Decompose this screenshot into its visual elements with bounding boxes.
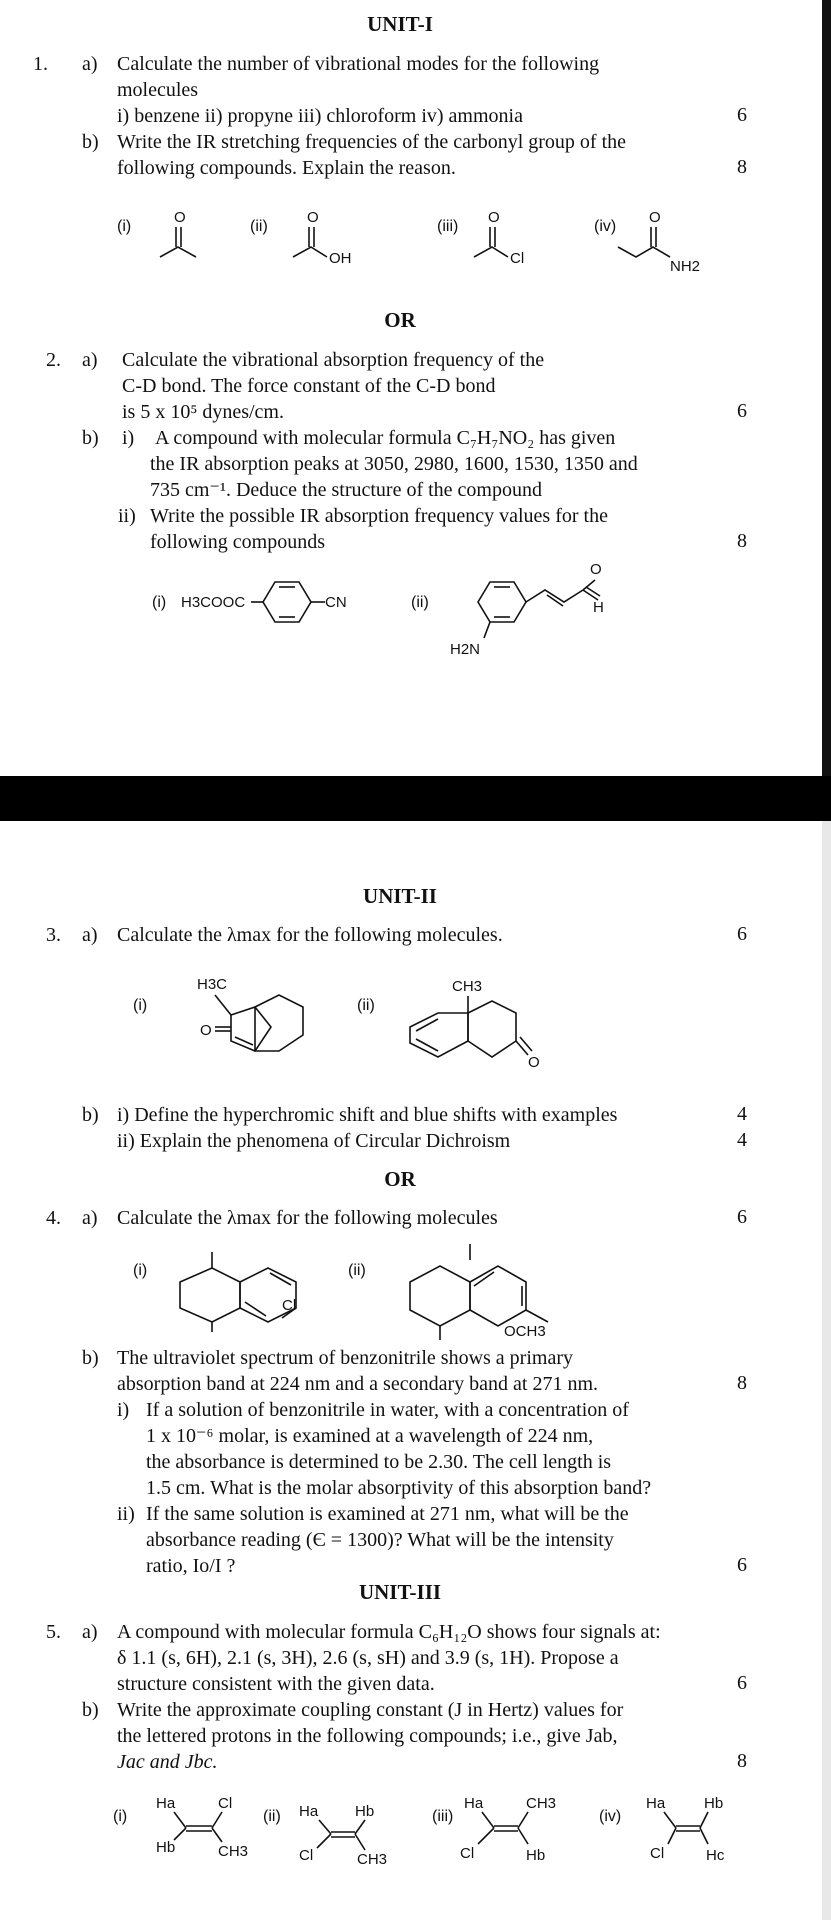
alkene-i-structure [150,1792,260,1862]
q1a-line3: i) benzene ii) propyne iii) chloroform iv) ammonia [117,105,523,127]
atom-cl: Cl [650,1845,665,1862]
unit-2-title: UNIT-II [363,884,437,908]
q2a-label: a) [82,349,98,371]
q4b-line2: absorption band at 224 nm and a secondary band at 271 nm. [117,1373,598,1395]
q2a-line1: Calculate the vibrational absorption frequency of the [122,349,545,371]
q5a-marks: 6 [737,1672,747,1694]
q4a-item-i: (i) [133,1262,148,1279]
atom-cl: Cl [460,1845,475,1862]
q2a-line3: is 5 x 10⁵ dynes/cm. [122,401,284,423]
atom-och3-label: OCH3 [504,1323,546,1340]
q1b-item-iv: (iv) [594,218,617,235]
q5a-line3: structure consistent with the given data. [117,1673,435,1695]
q2b-item-i: (i) [152,594,167,611]
atom-h3c: H3C [197,976,228,993]
q3a-item-i: (i) [133,997,148,1014]
atom-h: H [593,599,604,616]
atom-ch3: CH3 [218,1843,249,1860]
q2b-item-ii: (ii) [411,594,429,611]
q1b-item-iii: (iii) [437,218,459,235]
atom-hb: Hb [526,1847,546,1864]
atom-o: O [649,209,661,226]
q2-number: 2. [46,349,61,371]
q3b-ii-marks: 4 [737,1129,747,1151]
q1-number: 1. [33,53,48,75]
q2b-i-line3: 735 cm⁻¹. Deduce the structure of the compound [150,479,542,501]
q1b-label: b) [82,131,99,153]
page-separator-bar [0,776,831,821]
q5a-line2: δ 1.1 (s, 6H), 2.1 (s, 3H), 2.6 (s, sH) and 3.9 (s, 1H). Propose a [117,1647,619,1669]
q5b-label: b) [82,1699,99,1721]
q2b-i-line1: A compound with molecular formula C₇H₇NO₂ has given [155,427,616,449]
q1b-item-i: (i) [117,218,132,235]
or-divider-1: OR [384,308,416,332]
q5b-item-ii: (ii) [263,1808,281,1825]
right-edge-shadow [822,0,831,776]
unit-1-title: UNIT-I [367,12,433,36]
q4a-label: a) [82,1207,98,1229]
atom-hb: Hb [355,1803,375,1820]
q2a-marks: 6 [737,400,747,422]
q3a-item-ii: (ii) [357,997,375,1014]
q5b-marks: 8 [737,1750,747,1772]
tricyclic-enone-structure [400,965,550,1075]
atom-o: O [174,209,186,226]
acetyl-chloride-structure [470,205,550,265]
q4b-i-line4: 1.5 cm. What is the molar absorptivity of this absorption band? [146,1477,652,1499]
atom-ha: Ha [646,1795,666,1812]
q4b-line1: The ultraviolet spectrum of benzonitrile shows a primary [117,1347,573,1369]
q4b-i-line2: 1 x 10⁻⁶ molar, is examined at a wavelength of 224 nm, [146,1425,594,1447]
atom-ha: Ha [464,1795,484,1812]
q1b-marks: 8 [737,156,747,178]
atom-h3cooc: H3COOC [181,594,246,611]
atom-cn: CN [325,594,347,611]
atom-cl: Cl [510,250,525,265]
atom-cl: Cl [299,1847,314,1864]
atom-cl: Cl [218,1795,233,1812]
q2b-i-line2: the IR absorption peaks at 3050, 2980, 1600, 1530, 1350 and [150,453,638,475]
atom-hb: Hb [156,1839,176,1856]
q4b-i-line3: the absorbance is determined to be 2.30. The cell length is [146,1451,612,1473]
q3-number: 3. [46,924,61,946]
q1a-label: a) [82,53,98,75]
q3b-i: i) Define the hyperchromic shift and blue shifts with examples [117,1104,618,1126]
alkene-iv-structure [640,1792,740,1867]
atom-ch3: CH3 [452,978,483,995]
atom-o: O [590,561,602,578]
q2b-i-label: i) [122,427,135,449]
q1b-item-ii: (ii) [250,218,268,235]
q5a-label: a) [82,1621,98,1643]
atom-h2n: H2N [450,641,481,658]
q4b-ii-marks: 6 [737,1554,747,1576]
q4b-ii-label: ii) [117,1503,135,1525]
q5b-item-i: (i) [113,1808,128,1825]
alkene-iii-structure [460,1792,570,1867]
q4b-ii-line1: If the same solution is examined at 271 nm, what will be the [146,1503,629,1525]
q4b-i-label: i) [117,1399,130,1421]
atom-o: O [200,1022,212,1039]
q3a-text: Calculate the λmax for the following molecules. [117,924,503,946]
q5b-item-iii: (iii) [432,1808,454,1825]
q1a-marks: 6 [737,104,747,126]
q5b-line2: the lettered protons in the following compounds; i.e., give Jab, [117,1725,618,1747]
q4-number: 4. [46,1207,61,1229]
atom-ha: Ha [156,1795,176,1812]
q5b-item-iv: (iv) [599,1808,622,1825]
atom-nh2: NH2 [670,258,701,275]
q2b-marks: 8 [737,530,747,552]
acetic-acid-structure [285,205,365,265]
q1a-line1: Calculate the number of vibrational modes for the following [117,53,600,75]
q4b-marks: 8 [737,1372,747,1394]
aminocinnamaldehyde-structure [450,550,620,660]
atom-o: O [488,209,500,226]
chloro-diene-structure [170,1232,320,1332]
q2b-label: b) [82,427,99,449]
methoxy-triene-structure [400,1232,580,1342]
q4b-i-line1: If a solution of benzonitrile in water, with a concentration of [146,1399,629,1421]
atom-ha: Ha [299,1803,319,1820]
unit-3-title: UNIT-III [358,1580,442,1604]
q1b-line1: Write the IR stretching frequencies of the carbonyl group of the [117,131,627,153]
q4b-ii-line3: ratio, Io/I ? [146,1555,236,1577]
methyl-cyanobenzoate-structure [175,575,375,625]
q5b-line1: Write the approximate coupling constant (J in Hertz) values for [117,1699,624,1721]
q4b-ii-line2: absorbance reading (Є = 1300)? What will be the intensity [146,1529,614,1551]
q5-number: 5. [46,1621,61,1643]
q2a-line2: C-D bond. The force constant of the C-D bond [122,375,496,397]
q3a-label: a) [82,924,98,946]
q5b-line3: Jac and Jbc. [117,1751,218,1773]
q3a-marks: 6 [737,923,747,945]
atom-ch3: CH3 [526,1795,557,1812]
q4b-label: b) [82,1347,99,1369]
atom-ch3: CH3 [357,1851,388,1867]
q4a-text: Calculate the λmax for the following molecules [117,1207,498,1229]
atom-hb: Hb [704,1795,724,1812]
q2b-ii-line2: following compounds [150,531,325,553]
atom-cl: Cl [282,1297,297,1314]
right-edge-shadow-lower [822,821,831,1920]
q2b-ii-label: ii) [118,505,136,527]
alkene-ii-structure [295,1792,405,1867]
acetone-structure [150,205,210,265]
or-divider-2: OR [384,1167,416,1191]
q3b-label: b) [82,1104,99,1126]
atom-hc: Hc [706,1847,725,1864]
q3b-ii: ii) Explain the phenomena of Circular Dichroism [117,1130,511,1152]
q4a-marks: 6 [737,1206,747,1228]
propanamide-structure [610,205,710,275]
atom-oh: OH [329,250,352,265]
q1a-line2: molecules [117,79,199,101]
q3b-i-marks: 4 [737,1103,747,1125]
atom-o: O [307,209,319,226]
q2b-ii-line1: Write the possible IR absorption frequency values for the [150,505,608,527]
q5a-line1: A compound with molecular formula C₆H₁₂O shows four signals at: [117,1621,661,1643]
bicyclic-enone-structure [175,965,335,1065]
q4a-item-ii: (ii) [348,1262,366,1279]
q1b-line2: following compounds. Explain the reason. [117,157,456,179]
atom-o: O [528,1054,540,1071]
